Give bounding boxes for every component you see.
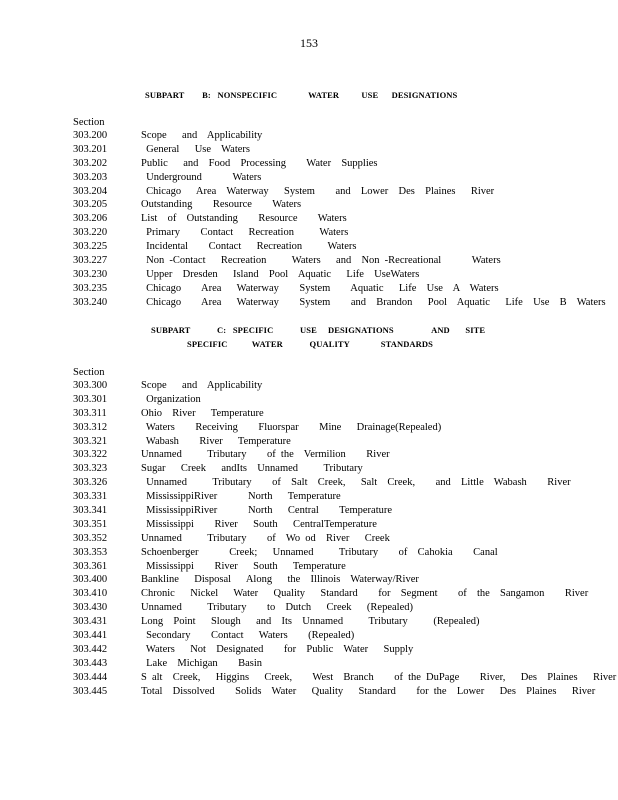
subpart-b-section-list	[73, 116, 606, 310]
section-number: 303.410	[73, 588, 108, 600]
section-number: 303.441	[73, 630, 108, 642]
section-title: Unnamed Tributary to Dutch Creek (Repealed)	[141, 602, 413, 614]
section-row	[73, 587, 593, 601]
section-row	[73, 448, 593, 462]
section-row	[73, 490, 593, 504]
section-number: 303.300	[73, 380, 108, 391]
section-row	[73, 462, 593, 476]
section-number: 303.445	[73, 685, 108, 697]
section-title: Chicago Area Waterway System and Lower Des Plaines River	[141, 185, 495, 197]
section-row	[73, 601, 593, 615]
section-row	[73, 435, 593, 449]
section-row	[73, 185, 593, 199]
section-row	[73, 282, 593, 296]
section-number: 303.326	[73, 477, 108, 489]
section-row	[73, 407, 593, 421]
section-number: 303.361	[73, 560, 108, 572]
section-number: 303.352	[73, 532, 108, 544]
section-row	[73, 393, 593, 407]
section-title: Mississippi River South CentralTemperature	[141, 518, 377, 530]
section-row	[73, 546, 593, 560]
section-label: Section	[73, 367, 105, 378]
section-title: Primary Contact Recreation Waters	[141, 227, 349, 239]
subpart-c-heading-line2: SPECIFIC WATER QUALITY STANDARDS	[187, 339, 433, 349]
section-row	[73, 560, 593, 574]
section-number: 303.341	[73, 505, 108, 517]
section-number: 303.444	[73, 671, 108, 683]
section-title: Unnamed Tributary of Salt Creek, Salt Creek, and Little Wabash River	[141, 477, 571, 489]
section-row	[73, 615, 593, 629]
section-title: Waters Not Designated for Public Water Supply	[141, 643, 414, 655]
section-title: Non -Contact Recreation Waters and Non -Recreational Waters	[141, 255, 501, 267]
section-row	[73, 518, 593, 532]
section-row	[73, 212, 593, 226]
section-number: 303.203	[73, 171, 108, 183]
section-row	[73, 268, 593, 282]
section-number: 303.400	[73, 574, 108, 586]
section-title: Scope and Applicability	[141, 380, 263, 391]
section-row	[73, 129, 593, 143]
section-row	[73, 226, 593, 240]
section-row	[73, 504, 593, 518]
section-number: 303.442	[73, 643, 108, 655]
section-row	[73, 240, 593, 254]
section-number: 303.321	[73, 435, 108, 447]
section-row	[73, 171, 593, 185]
section-number: 303.225	[73, 241, 108, 253]
section-number: 303.230	[73, 268, 108, 280]
section-title: Total Dissolved Solids Water Quality Standard for the Lower Des Plaines River	[141, 685, 596, 697]
section-number: 303.206	[73, 213, 108, 225]
section-title: S alt Creek, Higgins Creek, West Branch of the DuPage River, Des Plaines River	[141, 671, 617, 683]
section-row	[73, 476, 593, 490]
section-row	[73, 532, 593, 546]
section-title: List of Outstanding Resource Waters	[141, 213, 347, 225]
section-row	[73, 157, 593, 171]
section-row	[73, 254, 593, 268]
section-number: 303.322	[73, 449, 108, 461]
section-title: Bankline Disposal Along the Illinois Waterway/River	[141, 574, 419, 586]
section-number: 303.201	[73, 143, 108, 155]
section-title: Incidental Contact Recreation Waters	[141, 241, 357, 253]
section-number: 303.240	[73, 296, 108, 308]
section-title: Organization	[141, 393, 201, 405]
section-title: Scope and Applicability	[141, 130, 263, 141]
page-number: 153	[300, 36, 318, 50]
section-number: 303.205	[73, 199, 108, 211]
section-title: Unnamed Tributary of Wo od River Creek	[141, 532, 390, 544]
section-number: 303.204	[73, 185, 108, 197]
section-number: 303.311	[73, 407, 107, 419]
section-number: 303.200	[73, 130, 108, 141]
section-label: Section	[73, 117, 105, 128]
section-number: 303.431	[73, 616, 108, 628]
section-row	[73, 143, 593, 157]
section-row	[73, 643, 593, 657]
section-row	[73, 629, 593, 643]
section-title: Upper Dresden Island Pool Aquatic Life UseWaters	[141, 268, 420, 280]
section-number: 303.235	[73, 282, 108, 294]
section-title: MississippiRiver North Central Temperature	[141, 505, 393, 517]
section-title: MississippiRiver North Temperature	[141, 491, 341, 503]
section-number: 303.202	[73, 157, 108, 169]
section-number: 303.301	[73, 393, 108, 405]
section-title: Waters Receiving Fluorspar Mine Drainage(Repealed)	[141, 421, 442, 433]
section-title: Mississippi River South Temperature	[141, 560, 346, 572]
section-row	[73, 671, 617, 685]
section-title: Outstanding Resource Waters	[141, 199, 302, 211]
section-title: Chicago Area Waterway System and Brandon Pool Aquatic Life Use B Waters	[141, 296, 606, 308]
section-title: Chronic Nickel Water Quality Standard for Segment of the Sangamon River	[141, 588, 589, 600]
section-title: Unnamed Tributary of the Vermilion River	[141, 449, 390, 461]
section-title: Lake Michigan Basin	[141, 657, 263, 669]
section-number: 303.353	[73, 546, 108, 558]
section-title: Chicago Area Waterway System Aquatic Life Use A Waters	[141, 282, 499, 294]
section-row	[73, 421, 593, 435]
section-title: Public and Food Processing Water Supplies	[141, 157, 378, 169]
section-row	[73, 296, 606, 310]
section-title: Underground Waters	[141, 171, 262, 183]
section-title: Wabash River Temperature	[141, 435, 291, 447]
section-title: General Use Waters	[141, 143, 251, 155]
section-title: Secondary Contact Waters (Repealed)	[141, 630, 355, 642]
subpart-c-section-list	[73, 366, 617, 698]
section-title: Long Point Slough and Its Unnamed Tributary (Repealed)	[141, 616, 480, 628]
section-title: Sugar Creek andIts Unnamed Tributary	[141, 463, 363, 475]
section-number: 303.331	[73, 491, 108, 503]
section-number: 303.443	[73, 657, 108, 669]
section-number: 303.220	[73, 227, 108, 239]
section-number: 303.430	[73, 602, 108, 614]
section-row	[73, 573, 593, 587]
section-number: 303.227	[73, 255, 108, 267]
section-row	[73, 657, 593, 671]
section-row	[73, 379, 593, 393]
section-title: Ohio River Temperature	[141, 407, 264, 419]
section-row	[73, 198, 593, 212]
subpart-b-heading: SUBPART B: NONSPECIFIC WATER USE DESIGNATIONS	[145, 90, 458, 100]
section-row	[73, 685, 596, 699]
section-number: 303.351	[73, 518, 108, 530]
section-number: 303.323	[73, 463, 108, 475]
section-title: Schoenberger Creek; Unnamed Tributary of Cahokia Canal	[141, 546, 498, 558]
section-number: 303.312	[73, 421, 108, 433]
subpart-c-heading-line1: SUBPART C: SPECIFIC USE DESIGNATIONS AND SITE	[151, 325, 486, 335]
